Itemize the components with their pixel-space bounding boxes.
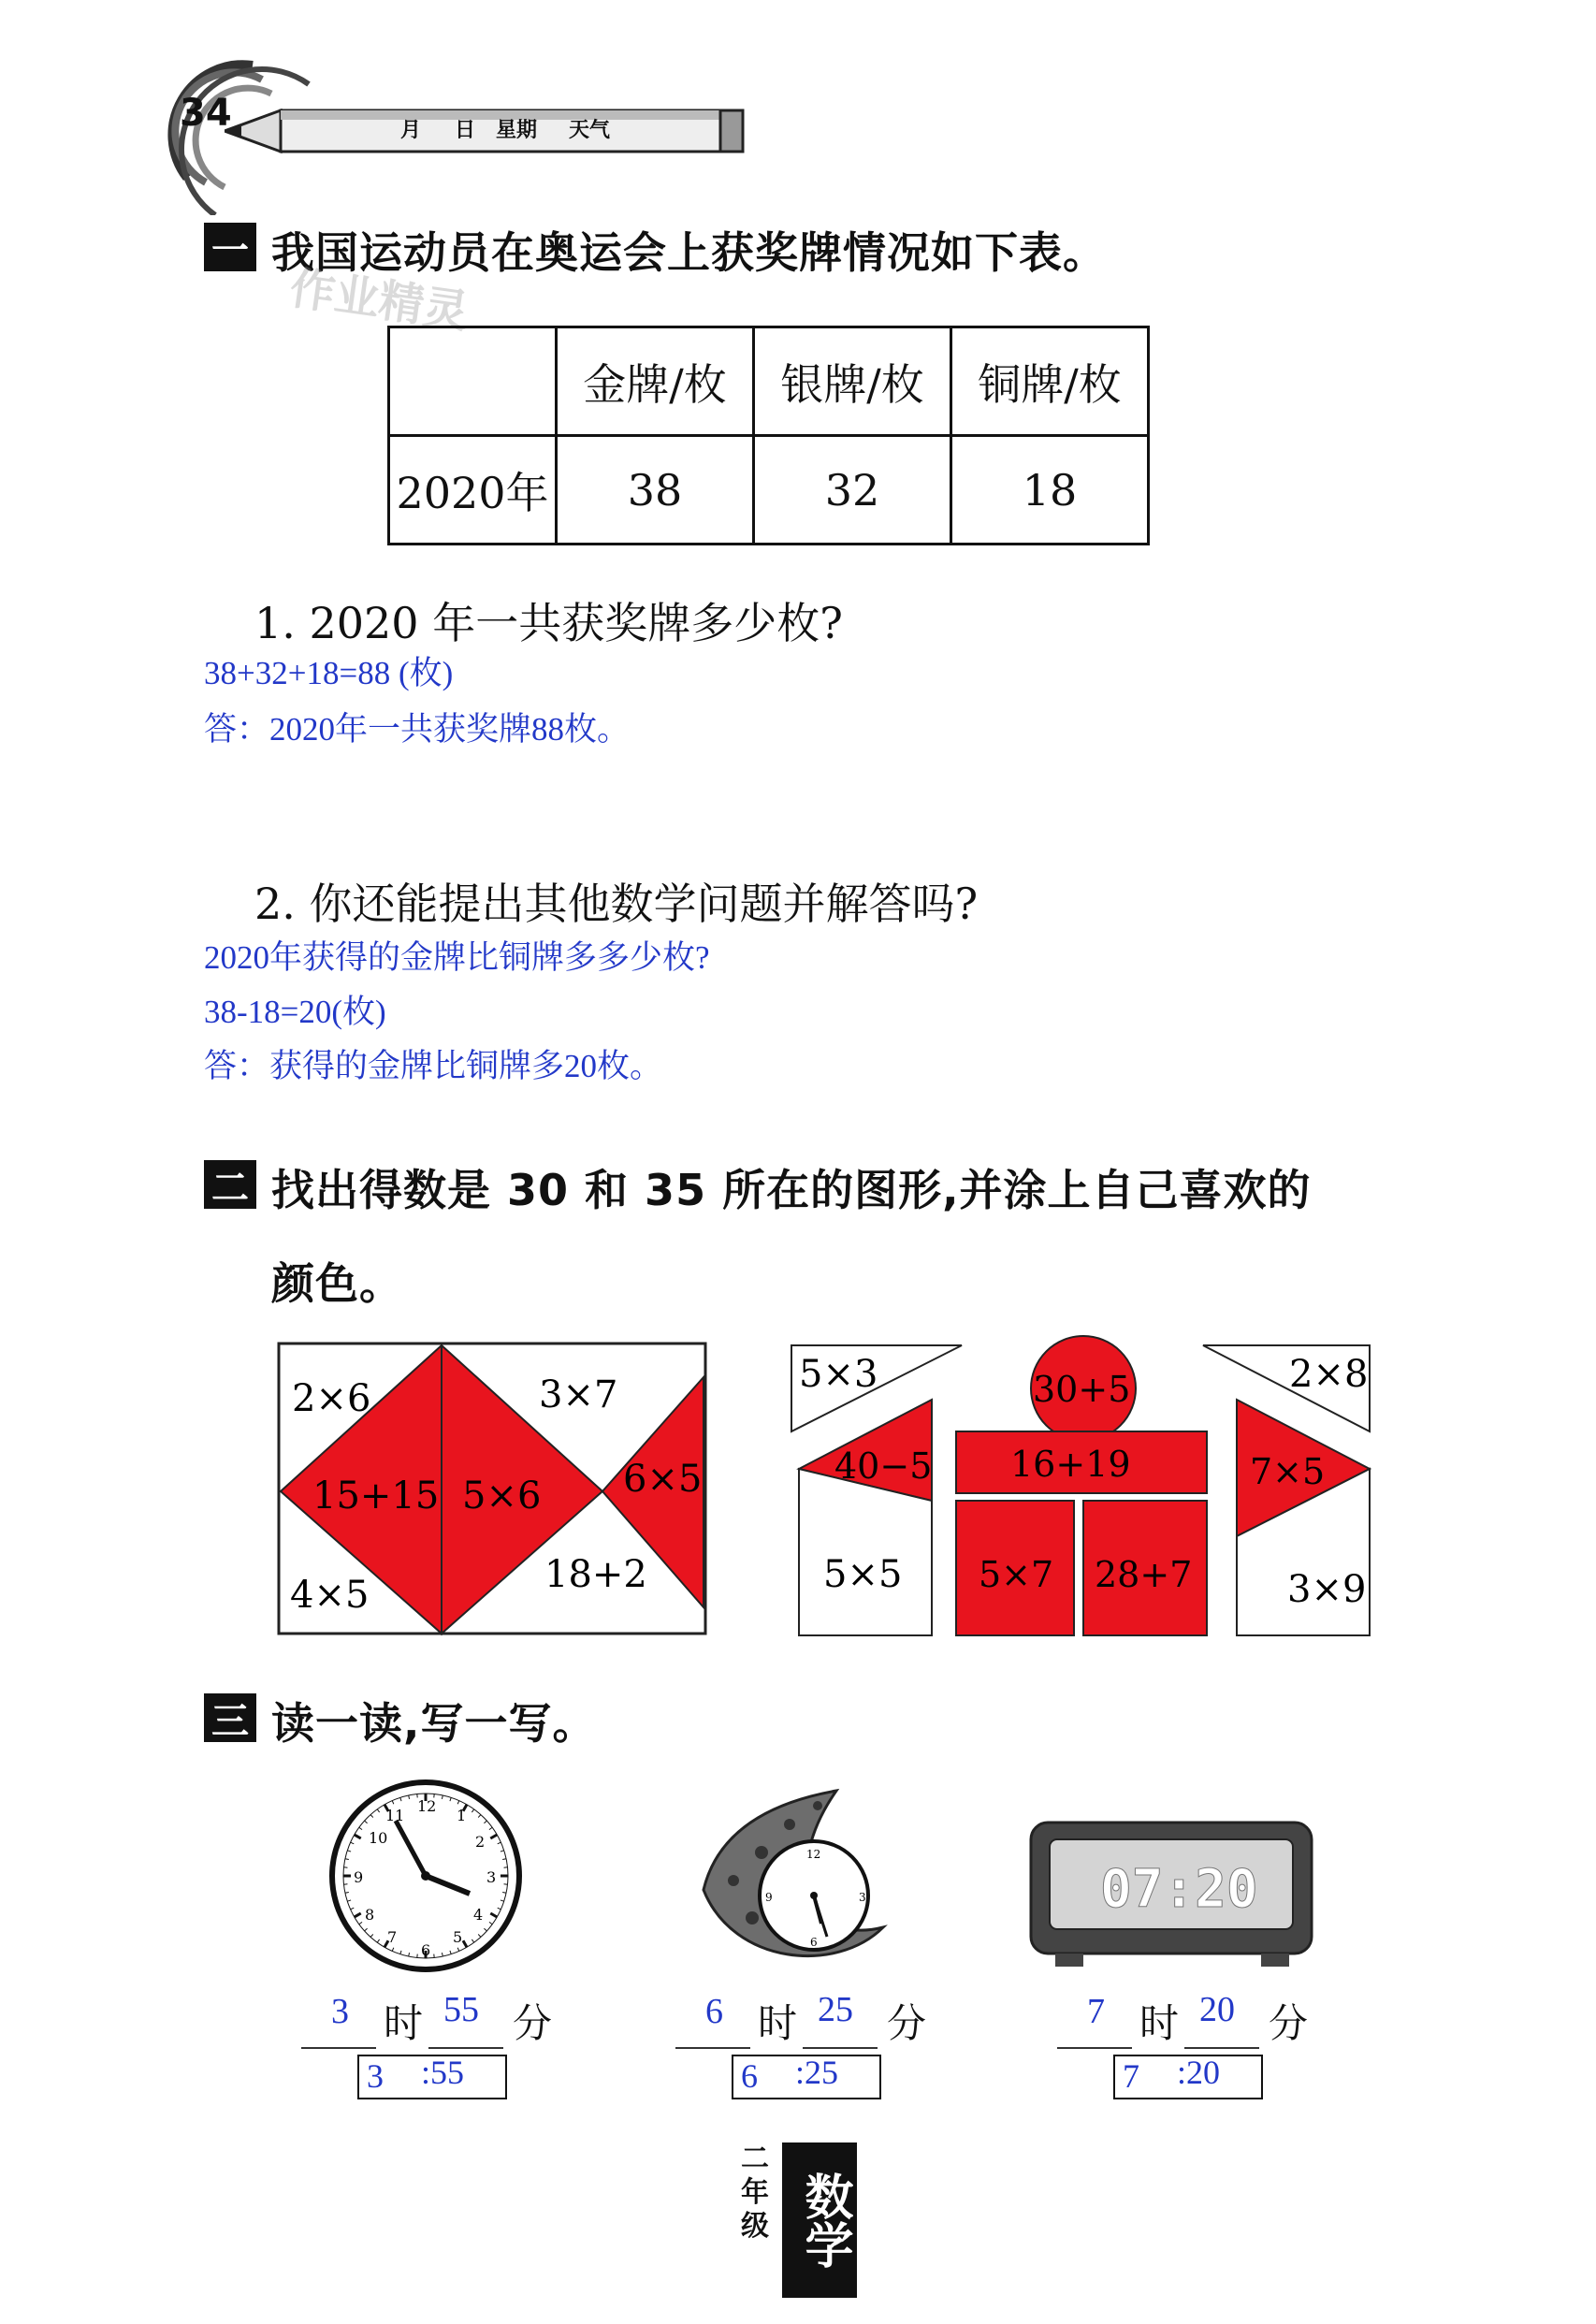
section2-title-line2: 颜色。 [271,1258,403,1309]
svg-text:3: 3 [486,1868,497,1886]
section3-title: 读一读,写一写。 [271,1698,597,1749]
table-header-cell [389,327,557,436]
fig1-top-left: 2×6 [292,1377,371,1420]
box-minute-answer: :55 [421,2054,465,2091]
svg-text:9: 9 [765,1891,773,1904]
figure-2 [786,1329,1375,1643]
table-row [389,436,1149,545]
svg-text:6: 6 [421,1941,431,1959]
pencil-banner [225,103,748,159]
svg-text:7: 7 [387,1928,398,1946]
hour-answer: 6 [705,1992,723,2031]
svg-text:10: 10 [369,1829,388,1847]
fig2-middle-bar: 16+19 [1010,1444,1131,1485]
question-2: 2. 你还能提出其他数学问题并解答吗? [254,879,979,929]
fig1-bottom-left: 4×5 [290,1574,370,1617]
svg-text:6: 6 [810,1936,818,1949]
svg-text:1: 1 [457,1807,467,1824]
watermark: 作业精灵 [286,261,472,340]
fig1-left-diamond: 15+15 [312,1474,440,1518]
date-month-label: 月 [400,119,422,142]
table-cell: 38 [557,436,754,545]
minute-answer: 20 [1199,1990,1235,2029]
hour-answer: 7 [1087,1992,1105,2031]
table-cell: 2020年 [389,436,557,545]
svg-text:11: 11 [385,1807,405,1824]
fig1-right-diamond: 5×6 [462,1474,542,1518]
box-minute-answer: :25 [795,2054,839,2091]
date-week-label: 星期 [496,119,538,142]
hour-label: 时 [758,2000,798,2046]
table-header-cell: 金牌/枚 [557,327,754,436]
figure-1 [277,1342,707,1637]
minute-label: 分 [1269,2000,1309,2046]
answer-1-line1: 38+32+18=88 (枚) [204,655,454,691]
box-hour-answer: 3 [367,2057,384,2095]
section3-mark: 三 [204,1693,256,1742]
subject-label: 数学 [782,2142,857,2298]
fig1-right-triangle: 6×5 [623,1458,703,1501]
box-hour-answer: 7 [1123,2057,1139,2095]
answer-2-line2: 38-18=20(枚) [204,994,386,1030]
table-header-cell: 银牌/枚 [754,327,951,436]
grade-label: 二年级 [741,2142,769,2243]
answer-1-line2: 答：2020年一共获奖牌88枚。 [204,711,631,748]
date-day-label: 日 [455,119,476,142]
medal-table [387,326,1150,545]
section1-mark: 一 [204,223,256,271]
svg-text:3: 3 [859,1891,866,1904]
fig1-bottom-right: 18+2 [544,1553,647,1596]
box-minute-answer: :20 [1177,2054,1221,2091]
minute-label: 分 [887,2000,927,2046]
fig2-top-left: 5×3 [799,1353,878,1396]
section1-title: 我国运动员在奥运会上获奖牌情况如下表。 [271,227,1107,278]
moon-clock-icon [696,1787,911,1974]
minute-answer: 25 [818,1990,853,2029]
fig1-top-right: 3×7 [539,1373,618,1416]
fig2-left-bottom: 5×5 [823,1553,903,1596]
svg-text:2: 2 [475,1833,486,1851]
table-cell: 32 [754,436,951,545]
fig2-left-arrow: 40−5 [834,1445,933,1487]
fig2-center-right: 28+7 [1095,1554,1193,1595]
analog-clock-icon [327,1778,524,1974]
svg-text:12: 12 [417,1797,437,1815]
hour-answer: 3 [331,1992,349,2031]
answer-2-line1: 2020年获得的金牌比铜牌多多少枚? [204,939,710,976]
digital-clock-display: 07:20 [1100,1859,1258,1920]
table-cell: 18 [951,436,1149,545]
table-header-cell: 铜牌/枚 [951,327,1149,436]
fig2-circle: 30+5 [1033,1369,1131,1410]
svg-text:8: 8 [365,1906,375,1924]
fig2-right-arrow: 7×5 [1250,1451,1326,1492]
table-header-row [389,327,1149,436]
fig2-top-right: 2×8 [1289,1353,1369,1396]
section2-title-line1: 找出得数是 30 和 35 所在的图形,并涂上自己喜欢的 [271,1165,1312,1215]
minute-answer: 55 [443,1990,479,2029]
date-weather-label: 天气 [569,119,611,142]
answer-2-line3: 答：获得的金牌比铜牌多20枚。 [204,1048,663,1084]
page-number: 34 [180,92,232,135]
svg-text:12: 12 [806,1848,821,1861]
svg-text:9: 9 [354,1868,364,1886]
footer-grade-badge [741,2142,863,2298]
question-1: 1. 2020 年一共获奖牌多少枚? [254,598,843,648]
box-hour-answer: 6 [741,2057,758,2095]
minute-label: 分 [513,2000,553,2046]
section2-mark: 二 [204,1160,256,1209]
svg-text:4: 4 [473,1906,484,1924]
digital-clock-icon [1027,1819,1317,1968]
fig2-center-left: 5×7 [979,1554,1054,1595]
fig2-right-bottom: 3×9 [1287,1568,1367,1611]
page-header [0,0,1596,225]
hour-label: 时 [1139,2000,1180,2046]
svg-text:5: 5 [453,1928,463,1946]
hour-label: 时 [384,2000,424,2046]
